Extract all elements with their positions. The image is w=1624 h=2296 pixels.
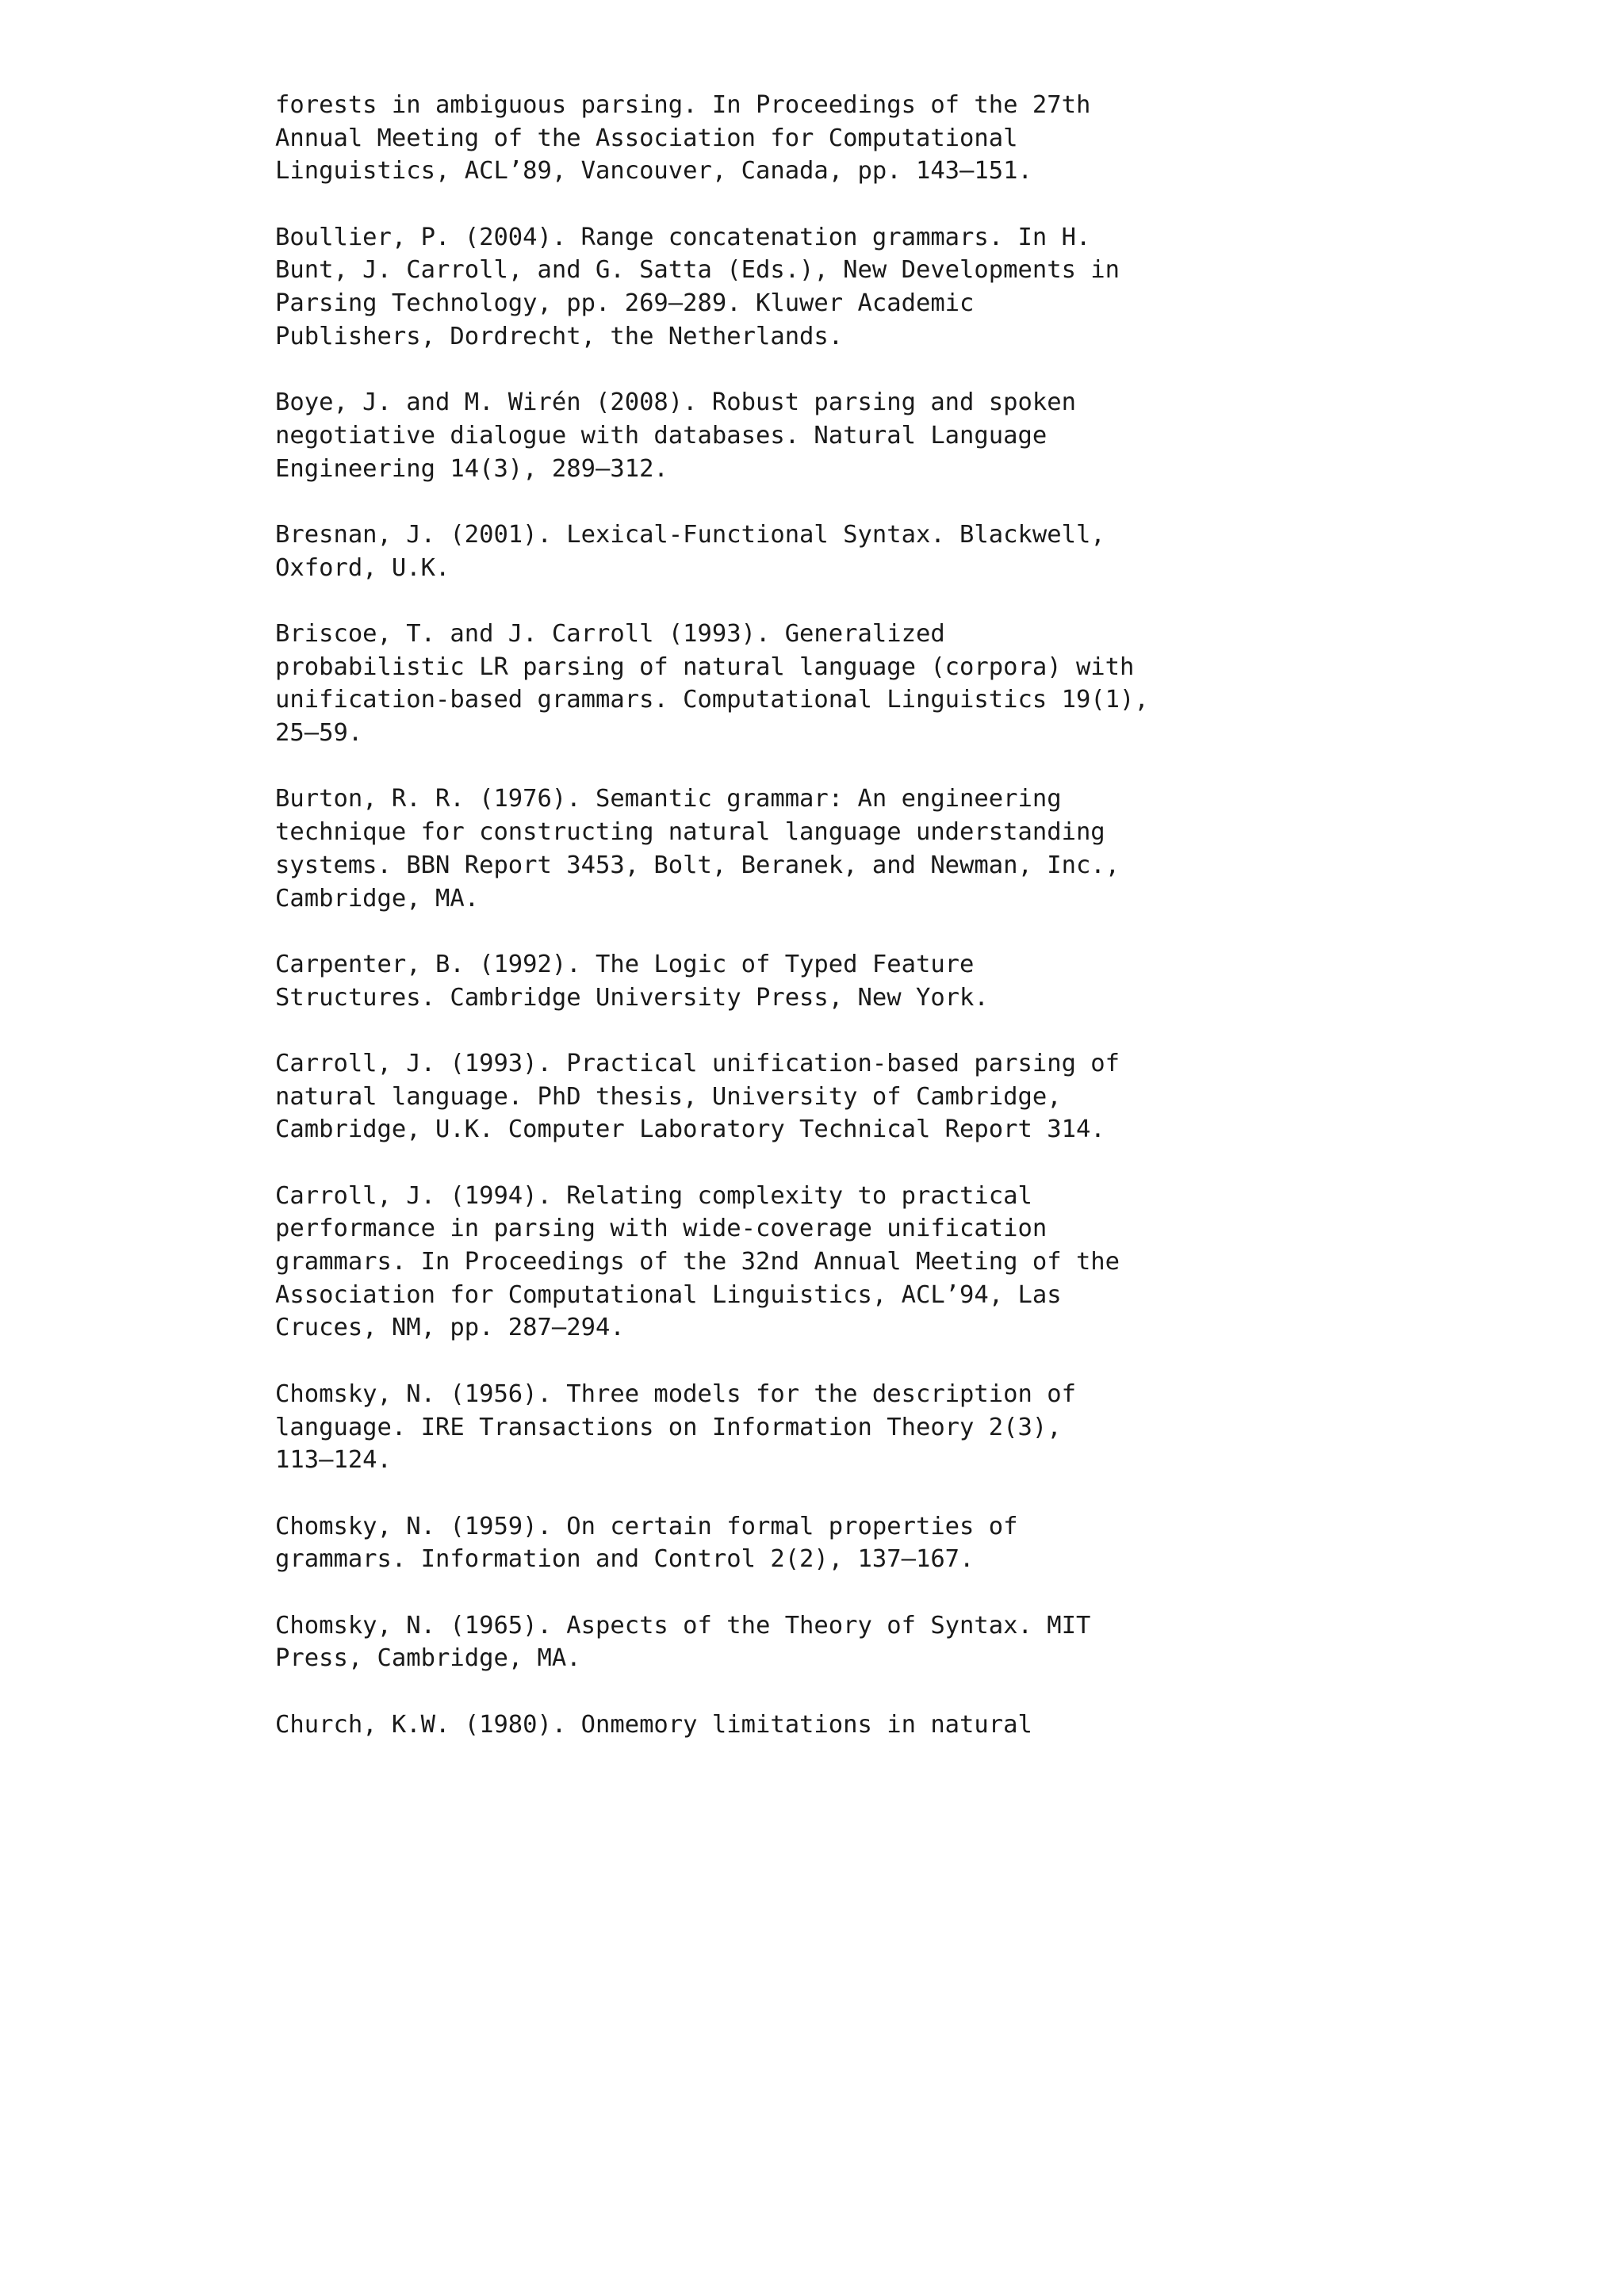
reference-line: Cambridge, MA.: [275, 884, 480, 913]
reference-entry: [275, 1510, 1480, 1576]
reference-line: Cambridge, U.K. Computer Laboratory Technical Report 314.: [275, 1115, 1105, 1144]
reference-entry: [275, 1709, 1480, 1742]
reference-line: Engineering 14(3), 289–312.: [275, 454, 668, 483]
reference-line: systems. BBN Report 3453, Bolt, Beranek, and Newman, Inc.,: [275, 851, 1120, 879]
reference-line: grammars. In Proceedings of the 32nd Annual Meeting of the: [275, 1248, 1120, 1276]
reference-entry: [275, 783, 1480, 915]
reference-line: Annual Meeting of the Association for Computational: [275, 124, 1018, 152]
reference-line: Publishers, Dordrecht, the Netherlands.: [275, 322, 844, 350]
reference-line: Carroll, J. (1994). Relating complexity to practical: [275, 1181, 1032, 1210]
reference-line: 25–59.: [275, 719, 363, 748]
reference-line: Press, Cambridge, MA.: [275, 1644, 581, 1673]
reference-entry: [275, 519, 1480, 584]
reference-line: Oxford, U.K.: [275, 553, 450, 582]
reference-line: language. IRE Transactions on Information Theory 2(3),: [275, 1413, 1062, 1441]
reference-line: technique for constructing natural language understanding: [275, 818, 1105, 847]
reference-line: Boye, J. and M. Wirén (2008). Robust parsing and spoken: [275, 388, 1076, 417]
reference-line: Chomsky, N. (1956). Three models for the description of: [275, 1380, 1076, 1408]
reference-entry: [275, 1378, 1480, 1477]
reference-entry: [275, 221, 1480, 354]
reference-line: grammars. Information and Control 2(2), 137–167.: [275, 1545, 975, 1574]
reference-line: Cruces, NM, pp. 287–294.: [275, 1314, 625, 1342]
reference-entry: [275, 618, 1480, 750]
reference-line: Association for Computational Linguistics, ACL’94, Las: [275, 1280, 1062, 1309]
reference-line: Church, K.W. (1980). Onmemory limitations in natural: [275, 1710, 1032, 1739]
reference-line: Boullier, P. (2004). Range concatenation grammars. In H.: [275, 223, 1091, 251]
reference-line: Briscoe, T. and J. Carroll (1993). Generalized: [275, 620, 945, 648]
reference-line: Carpenter, B. (1992). The Logic of Typed Feature: [275, 950, 975, 978]
reference-entry: [275, 1180, 1480, 1345]
reference-line: performance in parsing with wide-coverage unification: [275, 1215, 1048, 1243]
reference-line: Bunt, J. Carroll, and G. Satta (Eds.), New Developments in: [275, 256, 1120, 285]
reference-line: Chomsky, N. (1959). On certain formal properties of: [275, 1512, 1018, 1540]
reference-line: negotiative dialogue with databases. Natural Language: [275, 421, 1048, 450]
reference-line: natural language. PhD thesis, University of Cambridge,: [275, 1082, 1062, 1111]
reference-line: 113–124.: [275, 1446, 392, 1475]
reference-line: forests in ambiguous parsing. In Proceedings of the 27th: [275, 91, 1091, 119]
reference-entry: [275, 1609, 1480, 1675]
reference-line: Carroll, J. (1993). Practical unification-based parsing of: [275, 1049, 1120, 1077]
reference-line: Linguistics, ACL’89, Vancouver, Canada, pp. 143–151.: [275, 157, 1032, 186]
reference-entry: [275, 89, 1480, 188]
reference-line: Parsing Technology, pp. 269–289. Kluwer Academic: [275, 289, 975, 318]
reference-entry: [275, 386, 1480, 485]
reference-line: Bresnan, J. (2001). Lexical-Functional Syntax. Blackwell,: [275, 520, 1105, 549]
reference-list: [275, 89, 1480, 1774]
reference-line: probabilistic LR parsing of natural language (corpora) with: [275, 652, 1135, 681]
reference-line: Chomsky, N. (1965). Aspects of the Theory of Syntax. MIT: [275, 1611, 1091, 1640]
reference-line: Burton, R. R. (1976). Semantic grammar: An engineering: [275, 785, 1062, 813]
reference-line: unification-based grammars. Computational Linguistics 19(1),: [275, 686, 1149, 714]
reference-line: Structures. Cambridge University Press, New York.: [275, 983, 989, 1012]
reference-entry: [275, 948, 1480, 1014]
reference-entry: [275, 1047, 1480, 1146]
